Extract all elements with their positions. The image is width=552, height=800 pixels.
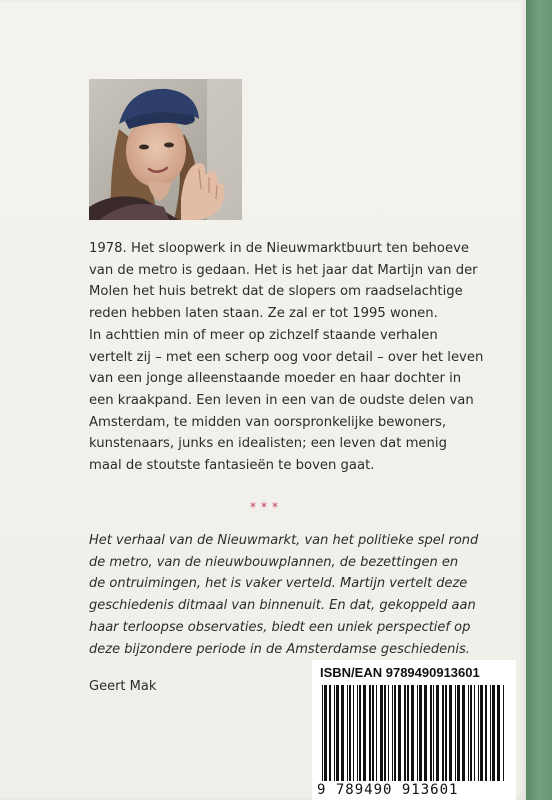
barcode-bar [334,685,335,781]
barcode-bar [417,685,418,781]
review-quote: Het verhaal van de Nieuwmarkt, van het politieke spel rond de metro, van de nieuwbouwplannen, de bezettingen en de ontruimingen, het is vaker verteld. Martijn vertelt deze geschiedenis ditmaal van binnenuit. En dat, gekoppeld aan haar terloopse observaties, biedt een uniek perspectief op deze bijzondere periode in de Amsterdamse geschiedenis. [89,533,479,657]
barcode-bar [492,685,495,781]
barcode-bar [503,685,504,781]
barcode-bar [380,685,383,781]
isbn-label: ISBN/EAN 9789490913601 [320,665,480,680]
barcode-bar [347,685,348,781]
barcode-bar [478,685,479,781]
book-description: 1978. Het sloopwerk in de Nieuwmarktbuurt ten behoeve van de metro is gedaan. Het is het jaar dat Martijn van der Molen het huis betrekt dat de slopers om raadselachtige reden hebben laten staan. Ze zal er tot 1995 wonen. In achttien min of meer op zichzelf staande verhalen vertelt zij – met een scherp oog voor detail – over het leven van een jonge alleenstaande moeder en haar dochter in een kraakpand. Een leven in een van de oudste delen van Amsterdam, te midden van oorspronkelijke bewoners, kunstenaars, junks en idealisten; een leven dat menig maal de stoutste fantasieën te boven gaat. [89,241,484,474]
barcode-bar [341,685,344,781]
barcode-bar [384,685,386,781]
barcode-bar [490,685,491,781]
barcode-bar [324,685,327,781]
barcode-bar [353,685,354,781]
barcode-bar [442,685,444,781]
quote-author: Geert Mak [89,679,157,694]
barcode-bar [404,685,406,781]
barcode-image [322,685,506,781]
barcode-bar [398,685,401,781]
barcode-bar [357,685,358,781]
barcode-bar [349,685,351,781]
barcode-bar [470,685,472,781]
author-photo [89,79,242,220]
barcode-bar [455,685,456,781]
barcode-bar [419,685,422,781]
barcode-bar [363,685,366,781]
barcode-bar [474,685,475,781]
barcode-bar [411,685,414,781]
barcode-bar [376,685,377,781]
barcode-bar [485,685,487,781]
author-portrait-image [89,79,242,220]
book-spine [526,0,552,800]
barcode-sticker [312,660,516,800]
barcode-bar [449,685,452,781]
barcode-bar [369,685,371,781]
barcode-bar [329,685,331,781]
barcode-bar [359,685,361,781]
barcode-bar [388,685,389,781]
barcode-bar [372,685,374,781]
barcode-bar [462,685,465,781]
barcode-bar [433,685,434,781]
barcode-bar [436,685,439,781]
barcode-bar [407,685,409,781]
barcode-bar [457,685,460,781]
barcode-bar [424,685,427,781]
barcode-bar [322,685,323,781]
section-separator: *** [250,500,283,514]
barcode-bar [430,685,432,781]
barcode-bar [336,685,339,781]
barcode-bar [392,685,393,781]
barcode-bar [394,685,396,781]
barcode-digits: 9 789490 913601 [317,782,459,798]
barcode-bar [480,685,483,781]
barcode-bar [445,685,447,781]
barcode-bar [497,685,500,781]
barcode-bar [468,685,469,781]
